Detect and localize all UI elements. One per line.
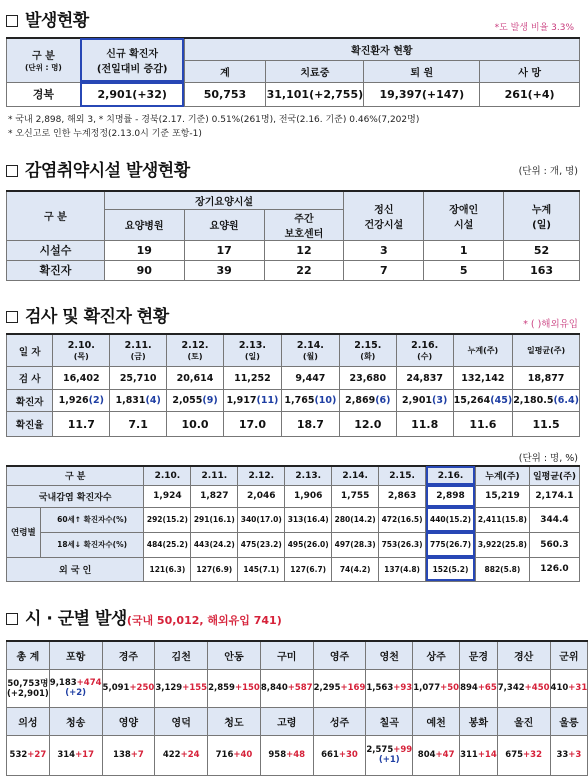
checkbox-icon [6, 15, 18, 27]
checkbox-icon [6, 613, 18, 625]
header-death: 사 망 [480, 60, 580, 82]
region-header: 경주 [102, 641, 155, 669]
cell: 1,827 [191, 485, 238, 507]
header-date-col: 2.16. [426, 466, 476, 485]
cell: 126.0 [529, 557, 579, 581]
cell: 74(4.2) [332, 557, 379, 581]
region-value: 311+14 [460, 735, 498, 775]
cell: 344.4 [529, 507, 579, 532]
cell: 163 [504, 260, 580, 280]
region-value: 2,859+150 [208, 669, 261, 707]
new-cases-value: 2,901(+32) [80, 82, 184, 106]
header-date-col: 2.11. (금) [110, 334, 167, 367]
region-header: 영주 [313, 641, 366, 669]
death-value: 261(+4) [480, 82, 580, 106]
fatality-note: * 국내 2,898, 해외 3, * 치명률 - 경북(2.17. 기준) 0.51%(261명), 전국(2.16. 기준) 0.46%(7,202명) [8, 115, 420, 125]
cell: 484(25.2) [144, 532, 191, 557]
cell: 475(23.2) [238, 532, 285, 557]
cell: 443(24.2) [191, 532, 238, 557]
region-header: 영덕 [155, 707, 208, 735]
cell: 132,142 [453, 367, 513, 390]
region-header: 청도 [208, 707, 261, 735]
cell: 560.3 [529, 532, 579, 557]
cell: 2,901(3) [396, 389, 453, 412]
cell: 882(5.8) [475, 557, 529, 581]
region-header: 울릉 [550, 707, 588, 735]
cell: 10.0 [167, 412, 224, 437]
region-value: 661+30 [313, 735, 366, 775]
cell: 39 [184, 260, 264, 280]
header-date-col: 2.15. [379, 466, 426, 485]
table-row [7, 240, 580, 260]
unit-note: (단위 : 명, %) [518, 453, 578, 464]
cell: 775(26.7) [426, 532, 476, 557]
cell: 3,922(25.8) [475, 532, 529, 557]
cell: 15,264(45) [453, 389, 513, 412]
header-cumulative: 누계(주) [453, 334, 513, 367]
header-treatment: 치료중 [266, 60, 364, 82]
cell: 11.7 [53, 412, 110, 437]
region-value: 138+7 [102, 735, 155, 775]
region-value: 50,753명 (+2,901) [7, 669, 50, 707]
table-row-confirmed [7, 389, 580, 412]
section-subtitle: (국내 50,012, 해외유입 741) [126, 614, 282, 627]
region-value: 716+40 [208, 735, 261, 775]
row-label: 시설수 [7, 240, 105, 260]
header-date-col: 2.13. [285, 466, 332, 485]
header-date-col: 2.11. [191, 466, 238, 485]
cell: 2,174.1 [529, 485, 579, 507]
region-header: 칠곡 [366, 707, 413, 735]
cell: 17 [184, 240, 264, 260]
cell: 24,837 [396, 367, 453, 390]
cell: 472(16.5) [379, 507, 426, 532]
correction-note: * 오신고로 인한 누계정정(2.13.0시 기준 포항-1) [8, 129, 202, 139]
cell: 280(14.2) [332, 507, 379, 532]
region-value: 410+31 [550, 669, 588, 707]
header-average: 일평균(주) [513, 334, 580, 367]
cell: 152(5.2) [426, 557, 476, 581]
release-value: 19,397(+147) [364, 82, 480, 106]
cell: 12.0 [339, 412, 396, 437]
header-release: 퇴 원 [364, 60, 480, 82]
tests-table [6, 333, 580, 437]
cell: 127(6.9) [191, 557, 238, 581]
cell: 12 [264, 240, 344, 260]
cell: 18,877 [513, 367, 580, 390]
region-value: 958+48 [260, 735, 313, 775]
region-value: 2,575+99 (+1) [366, 735, 413, 775]
table-row-18minus [7, 532, 580, 557]
table-row-60plus [7, 507, 580, 532]
import-note: * ( )해외유입 [523, 319, 578, 330]
header-cumulative: 누계 (일) [504, 191, 580, 240]
region-table [6, 640, 588, 776]
region-header: 울진 [497, 707, 550, 735]
row-label: 외 국 인 [7, 557, 144, 581]
cell: 18.7 [281, 412, 339, 437]
cell: 19 [104, 240, 184, 260]
region-header: 예천 [413, 707, 460, 735]
region-value: 422+24 [155, 735, 208, 775]
region-header: 안동 [208, 641, 261, 669]
header-cumulative: 누계(주) [475, 466, 529, 485]
cell: 127(6.7) [285, 557, 332, 581]
table-row-rate [7, 412, 580, 437]
cell: 1,924 [144, 485, 191, 507]
region-header: 구미 [260, 641, 313, 669]
header-gubun: 구 분 (단위 : 명) [7, 38, 81, 82]
cell: 292(15.2) [144, 507, 191, 532]
cell: 145(7.1) [238, 557, 285, 581]
region-header: 포항 [49, 641, 102, 669]
age-label: 연령별 [7, 507, 41, 557]
table-row-domestic [7, 485, 580, 507]
table-row [7, 260, 580, 280]
row-label: 18세↓ 확진자수(%) [40, 532, 144, 557]
cell: 753(26.3) [379, 532, 426, 557]
header-date-col: 2.14. [332, 466, 379, 485]
age-table [6, 465, 580, 582]
row-label: 확진자 [7, 389, 53, 412]
cell: 11.6 [453, 412, 513, 437]
region-value: 8,840+587 [260, 669, 313, 707]
region-value: 7,342+450 [497, 669, 550, 707]
row-label: 국내감염 확진자수 [7, 485, 144, 507]
region-value: 9,183+474 (+2) [49, 669, 102, 707]
section-title-text: 발생현황 [25, 11, 89, 31]
region-value: 1,077+50 [413, 669, 460, 707]
cell: 1,926(2) [53, 389, 110, 412]
section-title-text: 시 · 군별 발생 [25, 609, 127, 629]
region-header: 군위 [550, 641, 588, 669]
header-mental: 정신 건강시설 [344, 191, 424, 240]
cell: 2,411(15.8) [475, 507, 529, 532]
checkbox-icon [6, 165, 18, 177]
region-header: 의성 [7, 707, 50, 735]
cell: 5 [424, 260, 504, 280]
cell: 497(28.3) [332, 532, 379, 557]
cell: 7.1 [110, 412, 167, 437]
region-header: 청송 [49, 707, 102, 735]
header-date-col: 2.16. (수) [396, 334, 453, 367]
header-nursing: 요양원 [184, 209, 264, 240]
header-new-cases: 신규 확진자 (전일대비 증감) [80, 38, 184, 82]
row-label: 확진자 [7, 260, 105, 280]
header-date-col: 2.10. [144, 466, 191, 485]
section-title-text: 검사 및 확진자 현황 [25, 307, 169, 327]
region-header: 고령 [260, 707, 313, 735]
header-total: 계 [184, 60, 266, 82]
section-title-outbreak [6, 6, 89, 31]
region-value: 5,091+250 [102, 669, 155, 707]
cell: 23,680 [339, 367, 396, 390]
header-date-col: 2.14. (월) [281, 334, 339, 367]
row-label: 경북 [7, 82, 81, 106]
region-value: 2,295+169 [313, 669, 366, 707]
cell: 291(16.1) [191, 507, 238, 532]
cell: 495(26.0) [285, 532, 332, 557]
region-header: 봉화 [460, 707, 498, 735]
cell: 25,710 [110, 367, 167, 390]
region-value: 314+17 [49, 735, 102, 775]
header-ltc: 장기요양시설 [104, 191, 344, 209]
cell: 1,755 [332, 485, 379, 507]
cell: 1,765(10) [281, 389, 339, 412]
facilities-table [6, 190, 580, 281]
cell: 7 [344, 260, 424, 280]
section-title-tests [6, 302, 169, 327]
header-hospital: 요양병원 [104, 209, 184, 240]
header-daycare: 주간 보호센터 [264, 209, 344, 240]
header-date-col: 2.10. (목) [53, 334, 110, 367]
region-header: 영양 [102, 707, 155, 735]
region-header: 경산 [497, 641, 550, 669]
region-header: 영천 [366, 641, 413, 669]
section-title-regions [6, 604, 282, 629]
cell: 22 [264, 260, 344, 280]
region-header: 성주 [313, 707, 366, 735]
cell: 20,614 [167, 367, 224, 390]
section-title-facilities [6, 156, 190, 181]
cell: 90 [104, 260, 184, 280]
region-header: 총 계 [7, 641, 50, 669]
row-label: 확진율 [7, 412, 53, 437]
region-header: 김천 [155, 641, 208, 669]
region-value: 33+3 [550, 735, 588, 775]
cell: 440(15.2) [426, 507, 476, 532]
region-value: 3,129+155 [155, 669, 208, 707]
outbreak-table [6, 37, 580, 107]
cell: 9,447 [281, 367, 339, 390]
checkbox-icon [6, 311, 18, 323]
cell: 1,917(11) [223, 389, 281, 412]
cell: 2,869(6) [339, 389, 396, 412]
header-status: 확진환자 현황 [184, 38, 579, 60]
unit-note: (단위 : 개, 명) [518, 166, 578, 177]
ratio-note: *도 발생 비율 3.3% [494, 23, 574, 33]
region-header: 상주 [413, 641, 460, 669]
region-value: 894+65 [460, 669, 498, 707]
cell: 2,046 [238, 485, 285, 507]
header-date-col: 2.15. (화) [339, 334, 396, 367]
header-date-col: 2.12. [238, 466, 285, 485]
header-date: 일 자 [7, 334, 53, 367]
header-gubun: 구 분 [7, 466, 144, 485]
cell: 1,906 [285, 485, 332, 507]
cell: 121(6.3) [144, 557, 191, 581]
header-date-col: 2.12. (토) [167, 334, 224, 367]
cell: 2,863 [379, 485, 426, 507]
region-value: 1,563+93 [366, 669, 413, 707]
cell: 16,402 [53, 367, 110, 390]
cell: 11,252 [223, 367, 281, 390]
section-title-text: 감염취약시설 발생현황 [25, 161, 190, 181]
region-header: 문경 [460, 641, 498, 669]
cell: 11.5 [513, 412, 580, 437]
cell: 137(4.8) [379, 557, 426, 581]
cell: 313(16.4) [285, 507, 332, 532]
cell: 2,055(9) [167, 389, 224, 412]
cell: 2,898 [426, 485, 476, 507]
header-date-col: 2.13. (일) [223, 334, 281, 367]
cell: 1 [424, 240, 504, 260]
region-value: 804+47 [413, 735, 460, 775]
header-disabled: 장애인 시설 [424, 191, 504, 240]
cell: 52 [504, 240, 580, 260]
cell: 2,180.5(6.4) [513, 389, 580, 412]
row-label: 검 사 [7, 367, 53, 390]
cell: 11.8 [396, 412, 453, 437]
table-row-foreign [7, 557, 580, 581]
cell: 15,219 [475, 485, 529, 507]
region-value: 532+27 [7, 735, 50, 775]
table-row-tests [7, 367, 580, 390]
cell: 17.0 [223, 412, 281, 437]
cell: 340(17.0) [238, 507, 285, 532]
cell: 1,831(4) [110, 389, 167, 412]
treatment-value: 31,101(+2,755) [266, 82, 364, 106]
header-gubun: 구 분 [7, 191, 105, 240]
header-average: 일평균(주) [529, 466, 579, 485]
cell: 3 [344, 240, 424, 260]
row-label: 60세↑ 확진자수(%) [40, 507, 144, 532]
region-value: 675+32 [497, 735, 550, 775]
total-value: 50,753 [184, 82, 266, 106]
